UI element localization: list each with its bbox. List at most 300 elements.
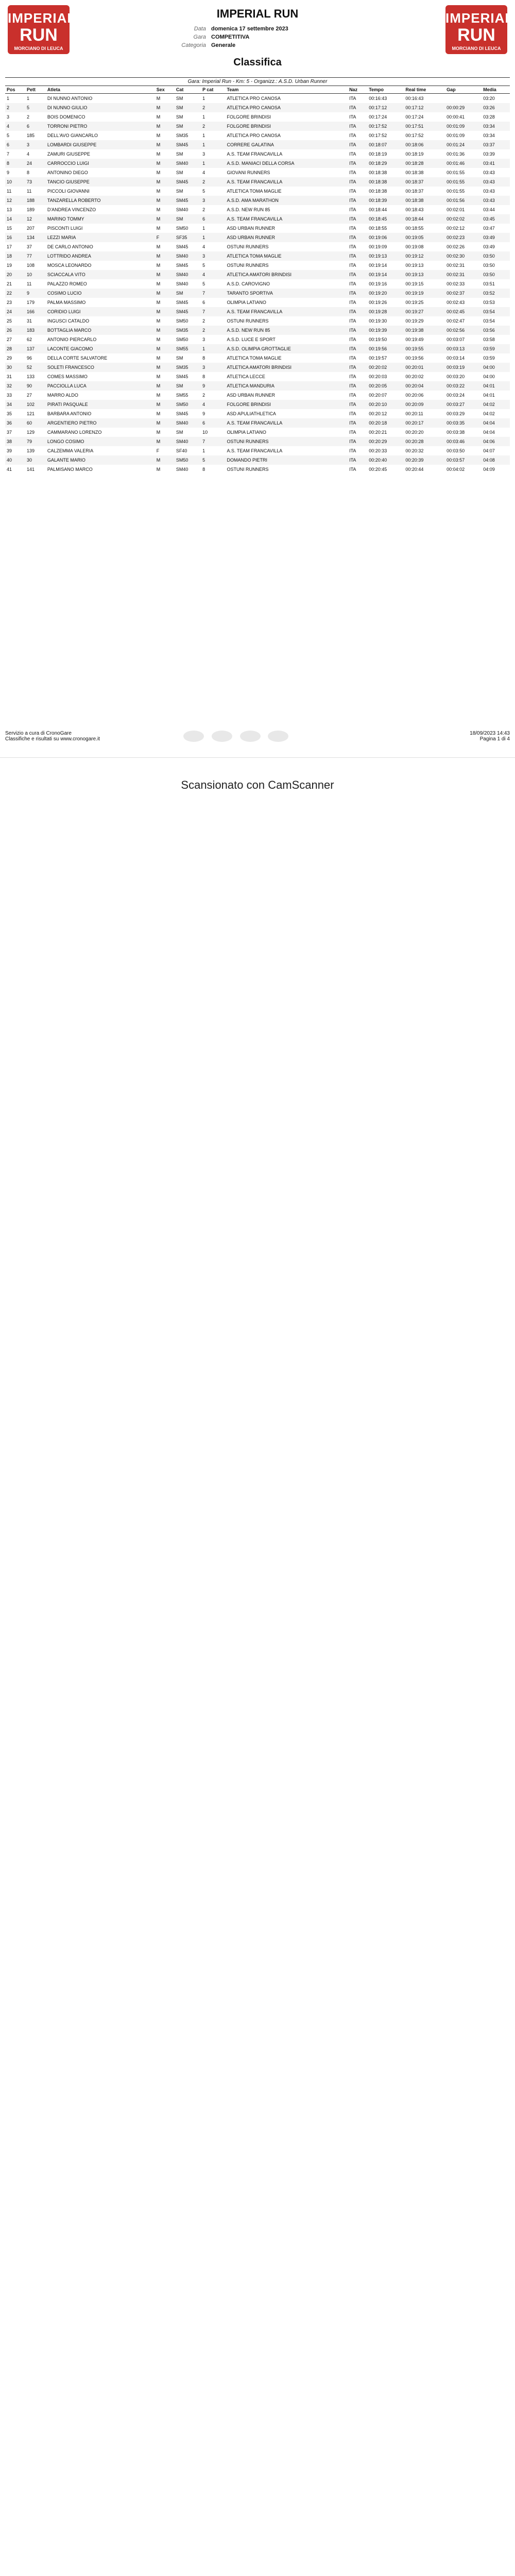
table-cell: 11 xyxy=(27,189,32,194)
table-cell: 4 xyxy=(202,244,205,249)
table-cell: 00:19:16 xyxy=(369,281,387,286)
table-cell: M xyxy=(156,355,161,361)
table-cell: 4 xyxy=(5,122,25,131)
table-cell: M xyxy=(156,263,161,268)
table-cell: ITA xyxy=(348,363,367,372)
table-cell: 24 xyxy=(25,159,46,168)
table-cell: 00:19:09 xyxy=(369,244,387,249)
print-date: 18/09/2023 14:43 xyxy=(470,731,510,736)
table-cell: 00:20:28 xyxy=(404,437,445,446)
table-cell: 00:20:18 xyxy=(367,418,404,428)
table-cell: ATLETICA TOMA MAGLIE xyxy=(226,251,348,261)
table-cell: SM40 xyxy=(176,207,188,212)
table-cell: SM45 xyxy=(175,177,201,187)
table-cell: 00:17:12 xyxy=(367,103,404,112)
table-cell: ITA xyxy=(348,400,367,409)
table-cell: SM xyxy=(176,430,183,435)
table-cell: DOMANDO PIETRI xyxy=(226,455,348,465)
table-cell: 00:03:46 xyxy=(445,437,482,446)
table-cell: 24 xyxy=(5,307,25,316)
table-cell: M xyxy=(155,307,175,316)
table-cell: PALMA MASSIMO xyxy=(47,300,86,305)
scanner-watermark: Scansionato con CamScanner xyxy=(181,778,334,791)
table-cell: D'ANDREA VINCENZO xyxy=(47,207,96,212)
table-cell: COSIMO LUCIO xyxy=(46,289,155,298)
table-cell: SM50 xyxy=(176,226,188,231)
table-cell: 129 xyxy=(27,430,35,435)
table-cell: 04:09 xyxy=(483,467,495,472)
table-cell: 00:17:24 xyxy=(405,114,424,120)
table-cell: M xyxy=(156,318,161,324)
table-row xyxy=(5,196,510,205)
table-cell: 38 xyxy=(5,437,25,446)
table-cell: A.S.D. MANIACI DELLA CORSA xyxy=(226,159,348,168)
table-row xyxy=(5,353,510,363)
table-cell: M xyxy=(156,226,161,231)
table-cell: ATLETICA MANDURIA xyxy=(226,381,348,391)
table-cell: 12 xyxy=(25,214,46,224)
table-cell: M xyxy=(155,214,175,224)
table-cell: 33 xyxy=(7,393,12,398)
table-cell: M xyxy=(155,437,175,446)
table-cell: 102 xyxy=(25,400,46,409)
table-cell: ITA xyxy=(348,437,367,446)
table-cell: 25 xyxy=(7,318,12,324)
table-cell: PIRATI PASQUALE xyxy=(46,400,155,409)
table-cell: 00:20:05 xyxy=(367,381,404,391)
table-cell: 00:03:13 xyxy=(445,344,482,353)
table-cell: 00:19:13 xyxy=(367,251,404,261)
table-row xyxy=(5,381,510,391)
table-cell: OSTUNI RUNNERS xyxy=(226,437,348,446)
table-cell: M xyxy=(156,96,161,101)
table-cell: ITA xyxy=(349,374,356,379)
table-cell: 00:02:02 xyxy=(445,214,482,224)
table-cell: ITA xyxy=(349,393,356,398)
table-cell: 166 xyxy=(25,307,46,316)
table-cell: ITA xyxy=(348,122,367,131)
meta-row-category xyxy=(149,41,288,49)
table-cell: ATLETICA PRO CANOSA xyxy=(227,96,281,101)
table-cell: 00:02:30 xyxy=(445,251,482,261)
table-cell: 00:03:57 xyxy=(445,455,482,465)
table-cell: PICCOLI GIOVANNI xyxy=(47,189,90,194)
footer-website: Classifiche e risultati su www.cronogare.it xyxy=(5,736,100,742)
table-cell: 00:19:12 xyxy=(404,251,445,261)
table-cell: 28 xyxy=(5,344,25,353)
table-cell: OLIMPIA LATIANO xyxy=(227,430,266,435)
table-cell: 6 xyxy=(201,418,225,428)
table-cell: 03:34 xyxy=(483,133,495,138)
table-cell: 2 xyxy=(202,207,205,212)
table-cell: OSTUNI RUNNERS xyxy=(227,244,269,249)
table-cell: 00:03:19 xyxy=(445,363,482,372)
meta-key: Data xyxy=(194,26,206,32)
table-cell: 00:19:05 xyxy=(404,233,445,242)
table-cell: TARANTO SPORTIVA xyxy=(226,289,348,298)
table-cell: 5 xyxy=(202,263,205,268)
meta-value: COMPETITIVA xyxy=(211,34,250,40)
table-cell: SM45 xyxy=(176,263,188,268)
table-cell: M xyxy=(155,381,175,391)
table-cell: 04:01 xyxy=(483,393,495,398)
table-cell: 96 xyxy=(27,355,32,361)
table-cell: SM40 xyxy=(175,159,201,168)
table-cell: A.S.D. CAROVIGNO xyxy=(227,281,270,286)
table-cell: 00:20:03 xyxy=(369,374,387,379)
table-cell: A.S. TEAM FRANCAVILLA xyxy=(227,151,283,157)
logo-text: RUN xyxy=(457,25,495,45)
table-cell: 1 xyxy=(27,96,30,101)
table-cell: 52 xyxy=(25,363,46,372)
table-cell: TANCIO GIUSEPPE xyxy=(46,177,155,187)
table-cell: SM45 xyxy=(175,140,201,149)
table-cell: 1 xyxy=(202,448,205,453)
table-cell: ITA xyxy=(348,177,367,187)
table-cell: M xyxy=(156,207,161,212)
table-cell: ATLETICA PRO CANOSA xyxy=(227,133,281,138)
table-cell: ITA xyxy=(349,355,356,361)
table-cell: 00:18:38 xyxy=(404,196,445,205)
table-row xyxy=(5,391,510,400)
table-cell: ASD APULIATHLETICA xyxy=(227,411,276,416)
table-cell: SF40 xyxy=(176,448,187,453)
table-row xyxy=(5,335,510,344)
table-cell: M xyxy=(155,159,175,168)
table-cell: ITA xyxy=(349,263,356,268)
sponsor-logo xyxy=(183,731,204,742)
table-cell: 00:04:02 xyxy=(447,467,465,472)
table-row xyxy=(5,270,510,279)
table-cell: 4 xyxy=(27,151,30,157)
table-cell: 26 xyxy=(5,326,25,335)
table-cell: 79 xyxy=(25,437,46,446)
table-cell: SM45 xyxy=(176,411,188,416)
table-cell: 00:01:24 xyxy=(445,140,482,149)
table-cell: 2 xyxy=(5,103,25,112)
table-cell: 03:50 xyxy=(482,251,510,261)
table-cell: SM40 xyxy=(175,437,201,446)
table-cell: 32 xyxy=(5,381,25,391)
table-row xyxy=(5,251,510,261)
table-cell: 2 xyxy=(202,318,205,324)
table-cell: 188 xyxy=(25,196,46,205)
table-cell: PACCIOLLA LUCA xyxy=(46,381,155,391)
table-cell: SM40 xyxy=(176,467,188,472)
table-cell: ITA xyxy=(348,326,367,335)
table-cell: BARBARA ANTONIO xyxy=(47,411,92,416)
table-cell: A.S. TEAM FRANCAVILLA xyxy=(226,177,348,187)
table-cell: ITA xyxy=(348,196,367,205)
table-cell: 00:18:55 xyxy=(369,226,387,231)
table-cell: SM xyxy=(175,122,201,131)
table-cell: 34 xyxy=(5,400,25,409)
table-cell: 27 xyxy=(7,337,12,342)
table-cell: OSTUNI RUNNERS xyxy=(227,263,269,268)
table-cell: ITA xyxy=(349,244,356,249)
table-cell: 9 xyxy=(202,411,205,416)
table-cell: 00:19:15 xyxy=(405,281,424,286)
table-cell: ITA xyxy=(348,344,367,353)
table-cell: 00:02:23 xyxy=(445,233,482,242)
event-logo-right xyxy=(445,5,514,54)
table-cell: M xyxy=(155,196,175,205)
table-cell: 00:16:43 xyxy=(369,96,387,101)
table-cell: DI NUNNO ANTONIO xyxy=(47,96,93,101)
results-page-1 xyxy=(0,0,515,758)
table-cell: 60 xyxy=(25,418,46,428)
table-cell: 00:19:28 xyxy=(367,307,404,316)
table-cell: 134 xyxy=(25,233,46,242)
table-cell: 23 xyxy=(7,300,12,305)
table-row xyxy=(5,214,510,224)
table-cell: 03:41 xyxy=(482,159,510,168)
table-cell: 00:02:56 xyxy=(445,326,482,335)
table-cell: M xyxy=(155,326,175,335)
table-cell: 00:20:39 xyxy=(404,455,445,465)
table-cell: 00:19:50 xyxy=(369,337,387,342)
table-cell: 00:19:25 xyxy=(405,300,424,305)
table-cell: ITA xyxy=(349,96,356,101)
table-cell: CORIDIO LUIGI xyxy=(46,307,155,316)
table-row xyxy=(5,455,510,465)
table-cell: ITA xyxy=(349,318,356,324)
table-cell: 00:03:14 xyxy=(447,355,465,361)
table-cell: 00:03:27 xyxy=(445,400,482,409)
table-cell: 1 xyxy=(202,96,205,101)
table-cell: LOTTRIDO ANDREA xyxy=(46,251,155,261)
table-cell: ITA xyxy=(348,418,367,428)
table-cell: 00:20:44 xyxy=(405,467,424,472)
table-cell: ITA xyxy=(349,189,356,194)
table-cell: 00:17:12 xyxy=(404,103,445,112)
table-cell: 00:01:36 xyxy=(447,151,465,157)
table-cell: OSTUNI RUNNERS xyxy=(227,318,269,324)
table-cell: M xyxy=(156,114,161,120)
page-footer xyxy=(5,731,510,742)
table-cell: M xyxy=(155,177,175,187)
table-cell: 36 xyxy=(5,418,25,428)
race-info-text: Gara: Imperial Run - Km: 5 - Organizz.: A.S.D. Urban Runner xyxy=(187,79,328,84)
column-header: Naz xyxy=(348,86,367,94)
table-cell: ITA xyxy=(349,281,356,286)
table-cell: 00:01:09 xyxy=(447,133,465,138)
table-cell: 00:01:55 xyxy=(447,189,465,194)
table-cell: 00:18:29 xyxy=(367,159,404,168)
logo-text: MORCIANO DI LEUCA xyxy=(14,46,63,51)
table-cell: 00:00:29 xyxy=(445,103,482,112)
table-cell: BOIS DOMENICO xyxy=(47,114,85,120)
table-cell: 03:50 xyxy=(483,263,495,268)
table-cell: 03:53 xyxy=(483,300,495,305)
table-cell: 8 xyxy=(27,170,30,175)
table-row xyxy=(5,242,510,251)
footer-credit: Servizio a cura di CronoGare xyxy=(5,731,72,736)
table-cell: 00:20:20 xyxy=(405,430,424,435)
table-cell: 00:01:56 xyxy=(445,196,482,205)
table-cell: DELLA CORTE SALVATORE xyxy=(47,355,108,361)
table-cell: 04:00 xyxy=(483,374,495,379)
table-cell: 3 xyxy=(201,251,225,261)
table-cell: 5 xyxy=(202,281,205,286)
table-row xyxy=(5,446,510,455)
table-cell: 00:03:35 xyxy=(445,418,482,428)
table-cell: 00:19:26 xyxy=(369,300,387,305)
table-cell: 108 xyxy=(27,263,35,268)
table-row xyxy=(5,418,510,428)
table-row xyxy=(5,261,510,270)
table-cell: 3 xyxy=(202,337,205,342)
table-cell: 00:16:43 xyxy=(405,96,424,101)
table-cell: 29 xyxy=(7,355,12,361)
table-cell: OLIMPIA LATIANO xyxy=(227,300,266,305)
table-cell: MARINO TOMMY xyxy=(46,214,155,224)
table-cell: 4 xyxy=(201,270,225,279)
table-cell: SM55 xyxy=(176,393,188,398)
table-cell: PALMISANO MARCO xyxy=(47,467,93,472)
table-cell: SM xyxy=(175,214,201,224)
meta-value: Generale xyxy=(211,42,236,48)
table-cell: M xyxy=(156,337,161,342)
table-cell: 00:20:11 xyxy=(405,411,423,416)
table-cell: 03:59 xyxy=(482,344,510,353)
table-cell: DELL'AVO GIANCARLO xyxy=(47,133,98,138)
table-cell: 00:18:44 xyxy=(404,214,445,224)
table-cell: 40 xyxy=(5,455,25,465)
table-cell: 00:20:33 xyxy=(369,448,387,453)
table-cell: 179 xyxy=(27,300,35,305)
table-cell: 3 xyxy=(202,151,205,157)
table-cell: 00:02:37 xyxy=(445,289,482,298)
table-cell: TORRONI PIETRO xyxy=(46,122,155,131)
table-row xyxy=(5,149,510,159)
table-cell: 00:20:09 xyxy=(404,400,445,409)
table-cell: 00:19:55 xyxy=(404,344,445,353)
table-cell: 03:47 xyxy=(483,226,495,231)
table-cell: 00:18:38 xyxy=(369,189,387,194)
table-row xyxy=(5,205,510,214)
table-cell: 03:39 xyxy=(483,151,495,157)
table-cell: 15 xyxy=(7,226,12,231)
table-row xyxy=(5,177,510,187)
table-cell: 8 xyxy=(202,355,205,361)
table-cell: ITA xyxy=(348,251,367,261)
table-row xyxy=(5,168,510,177)
table-cell: 1 xyxy=(202,226,205,231)
table-cell: 00:17:24 xyxy=(369,114,387,120)
table-cell: 00:03:29 xyxy=(447,411,465,416)
table-cell: 00:18:37 xyxy=(405,189,424,194)
table-cell: 37 xyxy=(27,244,32,249)
table-cell: ITA xyxy=(348,159,367,168)
table-cell: TANZARELLA ROBERTO xyxy=(46,196,155,205)
table-cell: 16 xyxy=(5,233,25,242)
table-cell: M xyxy=(156,133,161,138)
table-cell: 31 xyxy=(27,318,32,324)
table-cell: 00:20:29 xyxy=(367,437,404,446)
table-cell: 03:54 xyxy=(483,318,495,324)
table-cell: 39 xyxy=(7,448,12,453)
table-cell: 31 xyxy=(7,374,12,379)
table-cell: SM50 xyxy=(176,318,188,324)
page-header xyxy=(0,0,515,77)
table-cell: 00:19:39 xyxy=(367,326,404,335)
table-cell: ITA xyxy=(348,214,367,224)
table-cell: M xyxy=(156,189,161,194)
table-cell: A.S. TEAM FRANCAVILLA xyxy=(226,418,348,428)
table-row xyxy=(5,409,510,418)
table-cell: 00:02:12 xyxy=(447,226,465,231)
table-cell: 04:02 xyxy=(483,411,495,416)
table-header-row xyxy=(5,86,510,94)
table-cell: SCIACCALA VITO xyxy=(46,270,155,279)
table-cell: ASD URBAN RUNNER xyxy=(226,233,348,242)
table-cell: 00:19:14 xyxy=(367,270,404,279)
table-cell: 73 xyxy=(25,177,46,187)
table-row xyxy=(5,94,510,104)
table-cell: ZAMURI GIUSEPPE xyxy=(47,151,90,157)
table-cell: DE CARLO ANTONIO xyxy=(47,244,93,249)
table-cell: 00:03:20 xyxy=(447,374,465,379)
table-cell: ATLETICA AMATORI BRINDISI xyxy=(226,363,348,372)
table-cell: SM45 xyxy=(176,244,188,249)
table-cell: ITA xyxy=(349,133,356,138)
table-cell: ITA xyxy=(349,300,356,305)
column-header: P cat xyxy=(201,86,225,94)
table-row xyxy=(5,233,510,242)
table-cell: ASD URBAN RUNNER xyxy=(227,226,276,231)
section-title: Classifica xyxy=(233,57,282,68)
table-cell: 00:03:07 xyxy=(447,337,465,342)
table-cell: 00:20:45 xyxy=(369,467,387,472)
table-cell: CARROCCIO LUIGI xyxy=(46,159,155,168)
table-cell: SM xyxy=(175,381,201,391)
table-cell: M xyxy=(156,467,161,472)
table-cell: 00:01:09 xyxy=(445,122,482,131)
table-cell: 04:04 xyxy=(482,418,510,428)
table-cell: 03:58 xyxy=(483,337,495,342)
table-cell: A.S. TEAM FRANCAVILLA xyxy=(226,214,348,224)
table-cell: 3 xyxy=(7,114,10,120)
table-cell: 2 xyxy=(201,103,225,112)
table-cell: 6 xyxy=(202,300,205,305)
table-cell: 5 xyxy=(7,133,10,138)
column-header: Cat xyxy=(175,86,201,94)
table-cell: 00:18:37 xyxy=(404,177,445,187)
table-cell: 00:02:33 xyxy=(447,281,465,286)
table-cell: 00:20:02 xyxy=(405,374,424,379)
table-cell: 8 xyxy=(202,374,205,379)
table-cell: A.S.D. LUCE E SPORT xyxy=(227,337,276,342)
table-cell: 2 xyxy=(201,326,225,335)
column-header: Sex xyxy=(155,86,175,94)
table-cell: 03:26 xyxy=(482,103,510,112)
table-row xyxy=(5,112,510,122)
table-cell: 00:02:31 xyxy=(447,263,465,268)
table-cell: F xyxy=(156,448,160,453)
column-header: Real time xyxy=(404,86,445,94)
table-cell: 00:18:38 xyxy=(369,170,387,175)
table-cell: 00:19:06 xyxy=(367,233,404,242)
table-cell: ARGENTIERO PIETRO xyxy=(46,418,155,428)
table-cell: BOTTAGLIA MARCO xyxy=(46,326,155,335)
table-cell: 7 xyxy=(7,151,10,157)
table-cell: 183 xyxy=(25,326,46,335)
table-cell: 00:18:07 xyxy=(367,140,404,149)
table-cell: SM50 xyxy=(175,455,201,465)
logo-text: IMPERIAL xyxy=(8,10,76,26)
table-cell: 00:00:41 xyxy=(447,114,465,120)
